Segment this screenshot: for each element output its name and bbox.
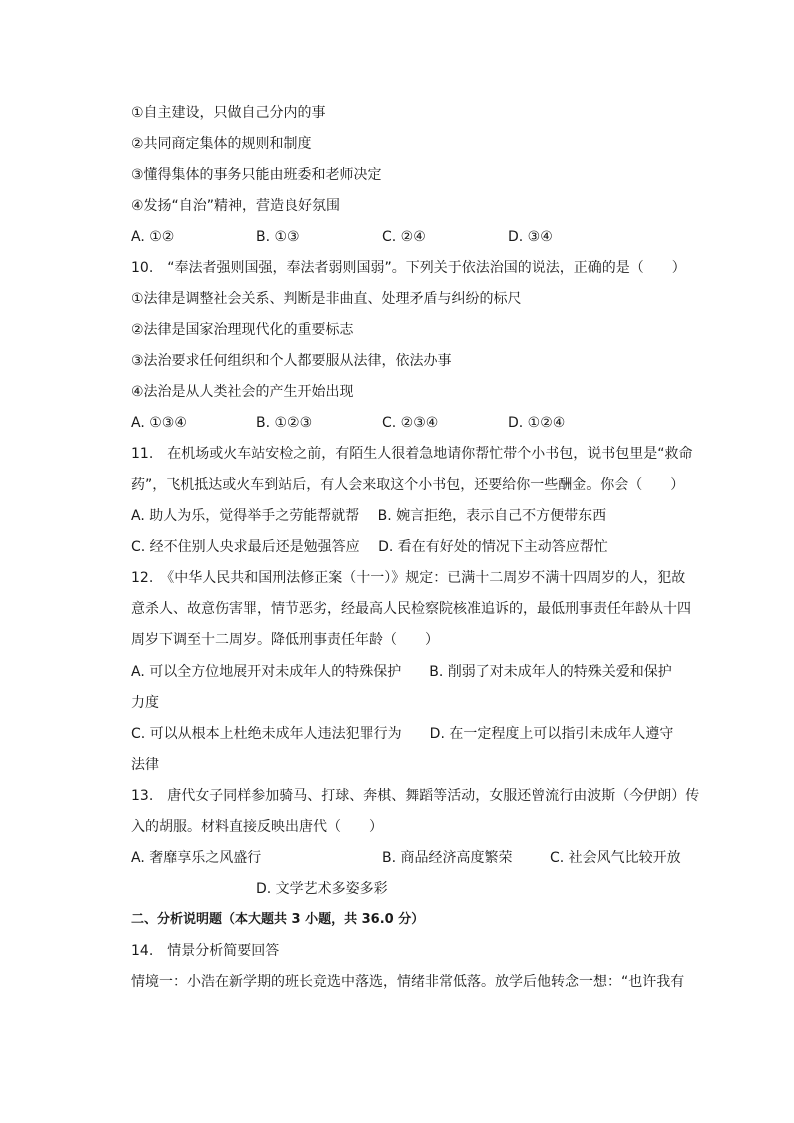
- q11-options-cd: C. 经不住别人央求最后还是勉强答应 D. 看在有好处的情况下主动答应帮忙: [131, 539, 608, 555]
- q12-stem-line-2: 意杀人、故意伤害罪，情节恶劣，经最高人民检察院核准追诉的，最低刑事责任年龄从十四: [131, 601, 691, 617]
- q10-statement-1: ①法律是调整社会关系、判断是非曲直、处理矛盾与纠纷的标尺: [131, 291, 522, 307]
- q12-stem-line-1: 12. 《中华人民共和国刑法修正案（十一）》规定：已满十二周岁不满十四周岁的人，犯故: [131, 570, 686, 586]
- q10-option-b: B. ①②③: [256, 415, 313, 431]
- q9-statement-1: ①自主建设，只做自己分内的事: [131, 105, 326, 121]
- q12-options-ab-cont: 力度: [131, 695, 159, 711]
- q13-option-c: C. 社会风气比较开放: [550, 850, 681, 866]
- q12-options-cd: C. 可以从根本上杜绝未成年人违法犯罪行为 D. 在一定程度上可以指引未成年人遵守: [131, 726, 674, 742]
- q12-options-cd-cont: 法律: [131, 757, 159, 773]
- q9-statement-3: ③懂得集体的事务只能由班委和老师决定: [131, 167, 382, 183]
- q13-stem-line-1: 13. 唐代女子同样参加骑马、打球、奔棋、舞蹈等活动，女服还曾流行由波斯（今伊朗）传: [131, 788, 700, 804]
- q11-stem-line-1: 11. 在机场或火车站安检之前，有陌生人很着急地请你帮忙带个小书包，说书包里是“救命: [131, 446, 693, 462]
- section-2-heading: 二、分析说明题（本大题共 3 小题，共 36.0 分）: [131, 912, 425, 927]
- q10-option-c: C. ②③④: [382, 415, 439, 431]
- q13-option-d: D. 文学艺术多姿多彩: [256, 881, 388, 897]
- q10-statement-3: ③法治要求任何组织和个人都要服从法律，依法办事: [131, 353, 452, 369]
- q13-option-a: A. 奢靡享乐之风盛行: [131, 850, 262, 866]
- q9-option-b: B. ①③: [256, 229, 300, 245]
- q9-option-a: A. ①②: [131, 229, 175, 245]
- q9-statement-4: ④发扬“自治”精神，营造良好氛围: [131, 198, 341, 214]
- q11-stem-line-2: 药”，飞机抵达或火车到站后，有人会来取这个小书包，还要给你一些酬金。你会（ ）: [131, 477, 685, 493]
- q10-option-d: D. ①②④: [508, 415, 566, 431]
- q9-option-c: C. ②④: [382, 229, 426, 245]
- q12-stem-line-3: 周岁下调至十二周岁。降低刑事责任年龄（ ）: [131, 632, 439, 648]
- q10-stem: 10. “奉法者强则国强，奉法者弱则国弱”。下列关于依法治国的说法，正确的是（ ）: [131, 260, 686, 276]
- q14-stem: 14. 情景分析简要回答: [131, 943, 280, 959]
- q12-options-ab: A. 可以全方位地展开对未成年人的特殊保护 B. 削弱了对未成年人的特殊关爱和保护: [131, 664, 672, 680]
- q10-statement-4: ④法治是从人类社会的产生开始出现: [131, 384, 354, 400]
- q10-option-a: A. ①③④: [131, 415, 187, 431]
- q10-statement-2: ②法律是国家治理现代化的重要标志: [131, 322, 354, 338]
- q14-scenario-1: 情境一：小浩在新学期的班长竞选中落选，情绪非常低落。放学后他转念一想：“也许我有: [131, 974, 685, 990]
- q13-stem-line-2: 入的胡服。材料直接反映出唐代（ ）: [131, 819, 383, 835]
- q9-option-d: D. ③④: [508, 229, 553, 245]
- q11-options-ab: A. 助人为乐，觉得举手之劳能帮就帮 B. 婉言拒绝，表示自己不方便带东西: [131, 508, 607, 524]
- q9-statement-2: ②共同商定集体的规则和制度: [131, 136, 312, 152]
- q13-option-b: B. 商品经济高度繁荣: [382, 850, 513, 866]
